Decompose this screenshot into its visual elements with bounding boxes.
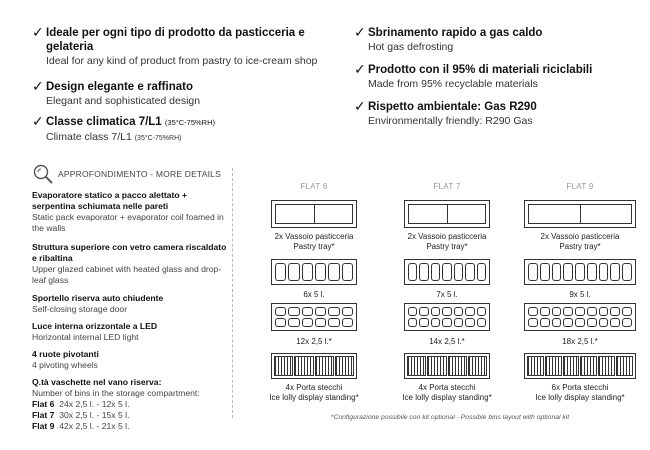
flat-7-lolly-caption: 4x Porta stecchi Ice lolly display standing*: [402, 383, 492, 402]
flat-9-lolly-caption: 6x Porta stecchi Ice lolly display standing*: [535, 383, 625, 402]
flat-7-tray-caption: 2x Vassoio pasticceria Pastry tray*: [407, 232, 487, 251]
flat-6-lolly-caption: 4x Porta stecchi Ice lolly display standing*: [269, 383, 359, 402]
feature-design: ✓ Design elegante e raffinato Elegant and sophisticated design: [32, 79, 201, 107]
bins-row-flat7: Flat 7 30x 2,5 l. - 15x 5 l.: [32, 410, 130, 420]
flat-9-bins-5l: [524, 259, 636, 285]
feature-ideal: ✓ Ideale per ogni tipo di prodotto da pasticceria e gelateria Ideal for any kind of product from pastry to ice-cream shop: [32, 25, 318, 67]
flat-6-bins-5l: [271, 259, 357, 285]
checkmark-icon: ✓: [32, 79, 44, 95]
flat-7-label: FLAT 7: [433, 182, 461, 191]
details-title: APPROFONDIMENTO - MORE DETAILS: [58, 169, 221, 179]
flat-9-pastry-tray: [524, 200, 636, 228]
detail-led: Luce interna orizzontale a LED Horizontal internal LED light: [32, 321, 158, 342]
flat-6-lolly-stands: [271, 353, 357, 379]
details-header: [32, 163, 221, 185]
detail-evaporator: Evaporatore statico a pacco alettato + serpentina schiumata nelle pareti Static pack evaporator + evaporator coil foamed in the walls: [32, 190, 224, 233]
feature-climate-class: ✓ Classe climatica 7/L1 (35°C-75%RH) Climate class 7/L1 (35°C-75%RH): [32, 114, 216, 143]
feature-defrost: ✓ Sbrinamento rapido a gas caldo Hot gas defrosting: [354, 25, 543, 53]
detail-wheels: 4 ruote pivotanti 4 pivoting wheels: [32, 349, 99, 370]
magnifier-icon: [32, 163, 54, 185]
flat-6-bins-5l-caption: 6x 5 l.: [303, 290, 325, 299]
checkmark-icon: ✓: [32, 25, 44, 41]
flat-7-bins-5l-caption: 7x 5 l.: [436, 290, 458, 299]
flat-9-bins-2-5l-caption: 18x 2,5 l.*: [562, 337, 598, 346]
checkmark-icon: ✓: [354, 99, 366, 115]
detail-structure: Struttura superiore con vetro camera riscaldato e ribaltina Upper glazed cabinet with heated glass and drop-leaf glass: [32, 242, 227, 285]
flat-7-pastry-tray: [404, 200, 490, 228]
flat-6-bins-2-5l: [271, 303, 357, 331]
flat-9-lolly-stands: [524, 353, 636, 379]
divider: [232, 168, 233, 418]
flat-6-pastry-tray: [271, 200, 357, 228]
flat-7-bins-2-5l: [404, 303, 490, 331]
bins-row-flat6: Flat 6 24x 2,5 l. - 12x 5 l.: [32, 399, 130, 409]
flat-6-tray-caption: 2x Vassoio pasticceria Pastry tray*: [274, 232, 354, 251]
flat-9-bins-5l-caption: 9x 5 l.: [569, 290, 591, 299]
flat-7-bins-2-5l-caption: 14x 2,5 l.*: [429, 337, 465, 346]
flat-9-label: FLAT 9: [566, 182, 594, 191]
checkmark-icon: ✓: [354, 62, 366, 78]
bins-row-flat9: Flat 9 42x 2,5 l. - 21x 5 l.: [32, 421, 130, 431]
checkmark-icon: ✓: [354, 25, 366, 41]
flat-6-bins-2-5l-caption: 12x 2,5 l.*: [296, 337, 332, 346]
flat-9-bins-2-5l: [524, 303, 636, 331]
detail-bins: Q.tà vaschette nel vano riserva: Number of bins in the storage compartment: Flat 6 24x 2,5 l. - 12x 5 l. Flat 7 30x 2,5 l. - 15x 5 l. Flat 9 42x 2,5 l. - 21x 5 l.: [32, 377, 232, 432]
flat-7-lolly-stands: [404, 353, 490, 379]
flat-7-bins-5l: [404, 259, 490, 285]
detail-storage-door: Sportello riserva auto chiudente Self-closing storage door: [32, 293, 164, 314]
flat-9-tray-caption: 2x Vassoio pasticceria Pastry tray*: [540, 232, 620, 251]
feature-recyclable: ✓ Prodotto con il 95% di materiali riciclabili Made from 95% recyclable materials: [354, 62, 593, 90]
footnote: *Configurazione possibile con kit optional - Possible bins layout with optional kit: [330, 414, 570, 421]
feature-gas: ✓ Rispetto ambientale: Gas R290 Environmentally friendly: R290 Gas: [354, 99, 537, 127]
checkmark-icon: ✓: [32, 114, 44, 130]
flat-6-label: FLAT 6: [300, 182, 328, 191]
